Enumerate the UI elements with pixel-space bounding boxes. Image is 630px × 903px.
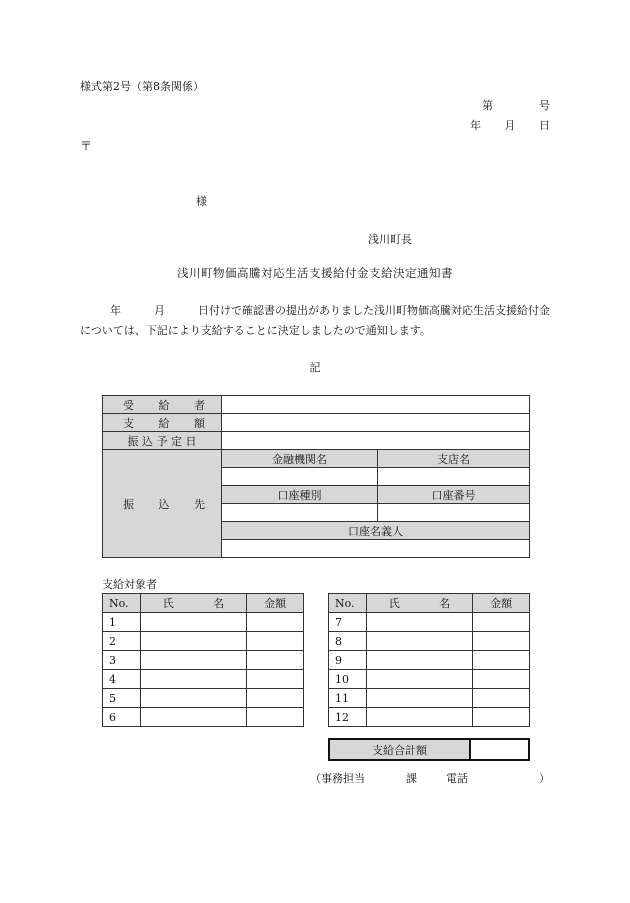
subjects-table-left: [102, 593, 304, 727]
postal-mark: 〒: [80, 139, 93, 153]
name-cell[interactable]: [140, 689, 246, 708]
amount-cell[interactable]: [473, 632, 530, 651]
table-row: 12: [329, 708, 530, 727]
subjects-table-right: [328, 593, 530, 727]
name-cell[interactable]: [366, 632, 472, 651]
doc-number-suffix: 号: [539, 99, 550, 112]
col-amount-header: 金額: [247, 594, 304, 613]
issuer: 浅川町長: [368, 233, 412, 246]
document-number: [482, 100, 550, 111]
table-row: 5: [103, 689, 304, 708]
name-cell[interactable]: [366, 613, 472, 632]
amount-cell[interactable]: [473, 651, 530, 670]
col-name-header: 氏 名: [366, 594, 472, 613]
name-cell[interactable]: [140, 708, 246, 727]
name-cell[interactable]: [140, 651, 246, 670]
name-cell[interactable]: [140, 632, 246, 651]
col-name-header: 氏 名: [140, 594, 246, 613]
amount-field[interactable]: [222, 414, 530, 432]
table-row: 7: [329, 613, 530, 632]
ki-heading: 記: [309, 361, 321, 374]
recipient-label: 受 給 者: [103, 396, 222, 414]
amount-cell[interactable]: [247, 613, 304, 632]
contact-phone: 電話: [446, 772, 468, 785]
branch-name-field[interactable]: [378, 468, 530, 486]
amount-cell[interactable]: [247, 708, 304, 727]
date-day: 日: [539, 119, 550, 132]
document-title: 浅川町物価高騰対応生活支援給付金支給決定通知書: [177, 266, 453, 280]
table-row: 2: [103, 632, 304, 651]
amount-cell[interactable]: [473, 689, 530, 708]
doc-number-prefix: 第: [482, 99, 493, 112]
table-row: 6: [103, 708, 304, 727]
bank-name-label: 金融機関名: [222, 450, 378, 468]
name-cell[interactable]: [366, 651, 472, 670]
destination-label: 振 込 先: [103, 450, 222, 558]
amount-cell[interactable]: [473, 670, 530, 689]
col-no-header: No.: [103, 594, 141, 613]
amount-cell[interactable]: [473, 708, 530, 727]
body-line-2: については、下記により支給することに決定しましたので通知します。: [80, 324, 431, 337]
total-amount-field[interactable]: [470, 739, 529, 760]
account-type-field[interactable]: [222, 504, 378, 522]
col-no-header: No.: [329, 594, 367, 613]
bank-name-field[interactable]: [222, 468, 378, 486]
body-line-1-text: 日付けで確認書の提出がありました浅川町物価高騰対応生活支援給付金: [198, 304, 550, 317]
recipient-field[interactable]: [222, 396, 530, 414]
table-row: 9: [329, 651, 530, 670]
scheduled-date-label: 振 込 予 定 日: [103, 432, 222, 450]
table-row: 4: [103, 670, 304, 689]
account-number-field[interactable]: [378, 504, 530, 522]
subjects-title: 支給対象者: [102, 578, 157, 591]
date-month: 月: [504, 119, 516, 132]
name-cell[interactable]: [366, 689, 472, 708]
table-row: 11: [329, 689, 530, 708]
contact-open: （事務担当: [310, 772, 365, 785]
payment-info-table: [102, 395, 530, 558]
amount-cell[interactable]: [247, 670, 304, 689]
amount-cell[interactable]: [247, 651, 304, 670]
addressee-suffix: 様: [196, 195, 207, 208]
amount-cell[interactable]: [247, 689, 304, 708]
table-row: 3: [103, 651, 304, 670]
branch-name-label: 支店名: [378, 450, 530, 468]
table-row: 1: [103, 613, 304, 632]
total-amount-label: 支給合計額: [329, 739, 470, 760]
name-cell[interactable]: [140, 613, 246, 632]
table-row: 8: [329, 632, 530, 651]
scheduled-date-field[interactable]: [222, 432, 530, 450]
issue-date: [470, 120, 550, 131]
amount-cell[interactable]: [247, 632, 304, 651]
account-holder-label: 口座名義人: [222, 522, 530, 540]
contact-line: [310, 773, 550, 784]
contact-section: 課: [406, 772, 417, 785]
table-row: 10: [329, 670, 530, 689]
contact-close: ）: [539, 772, 550, 785]
body-month: 月: [154, 304, 165, 317]
name-cell[interactable]: [366, 670, 472, 689]
amount-label: 支 給 額: [103, 414, 222, 432]
name-cell[interactable]: [140, 670, 246, 689]
date-year: 年: [470, 119, 481, 132]
amount-cell[interactable]: [473, 613, 530, 632]
account-number-label: 口座番号: [378, 486, 530, 504]
name-cell[interactable]: [366, 708, 472, 727]
col-amount-header: 金額: [473, 594, 530, 613]
account-holder-field[interactable]: [222, 540, 530, 558]
form-number: 様式第2号（第8条関係）: [80, 80, 204, 93]
account-type-label: 口座種別: [222, 486, 378, 504]
body-line-1: [80, 305, 550, 316]
total-amount-table: [328, 738, 530, 761]
body-year: 年: [110, 304, 121, 317]
